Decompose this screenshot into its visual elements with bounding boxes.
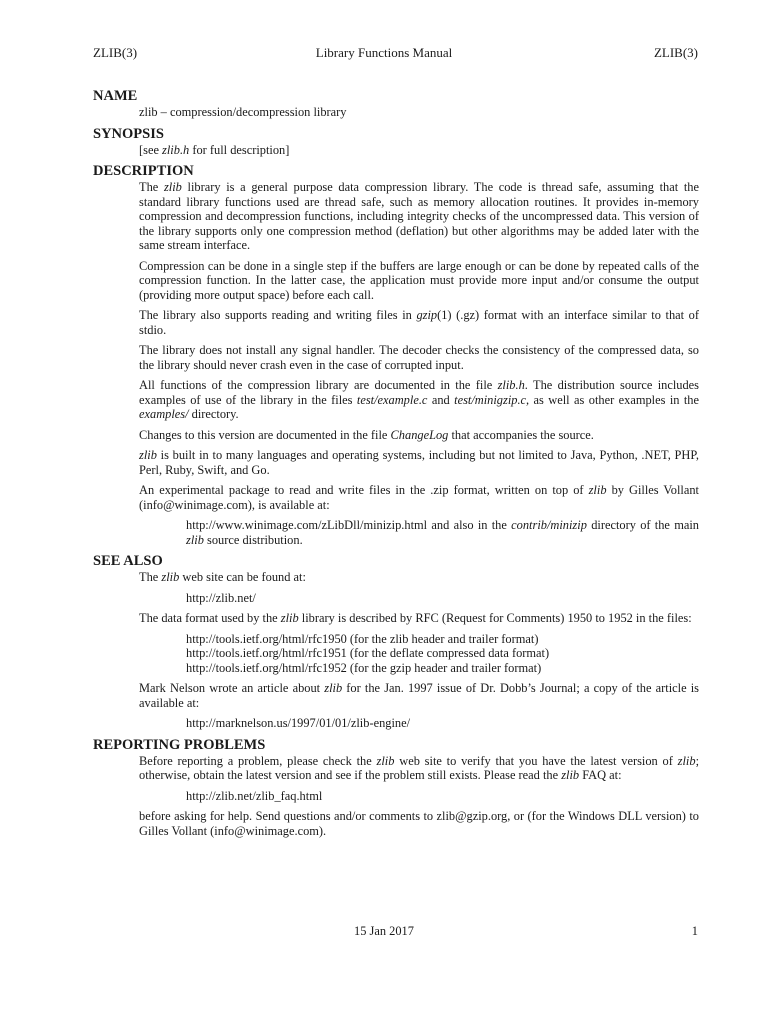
description-section bbox=[139, 180, 699, 547]
name-section bbox=[139, 105, 699, 120]
rfc1952-url: http://tools.ietf.org/html/rfc1952 (for the gzip header and trailer format) bbox=[186, 660, 542, 675]
minizip-location: http://www.winimage.com/zLibDll/minizip.html and also in the contrib/minizip directory of the main zlib source distribution. bbox=[186, 518, 699, 547]
header-left: ZLIB(3) bbox=[93, 45, 138, 60]
description-paragraph-4: The library does not install any signal handler. The decoder checks the consistency of the compressed data, so the library should never crash even in the case of corrupted input. bbox=[139, 343, 699, 372]
description-paragraph-3: The library also supports reading and writing files in gzip(1) (.gz) format with an interface similar to that of stdio. bbox=[139, 308, 699, 337]
rfc1950-url: http://tools.ietf.org/html/rfc1950 (for the zlib header and trailer format) bbox=[186, 631, 539, 646]
manual-page bbox=[93, 88, 699, 844]
description-paragraph-8: An experimental package to read and write files in the .zip format, written on top of zlib by Gilles Vollant (info@winimage.com), is available at: bbox=[139, 483, 699, 512]
description-heading: DESCRIPTION bbox=[93, 163, 194, 179]
synopsis-heading: SYNOPSIS bbox=[93, 125, 164, 142]
synopsis-text: [see zlib.h for full description] bbox=[139, 142, 290, 157]
name-text: zlib – compression/decompression library bbox=[139, 105, 347, 119]
description-paragraph-5: All functions of the compression library are documented in the file zlib.h. The distribution source includes examples of use of the library in the files test/example.c and test/minigzip.c, as well as other examples in the examples/ directory. bbox=[139, 378, 699, 421]
zlib-site-url: http://zlib.net/ bbox=[186, 590, 256, 605]
reporting-problems-heading: REPORTING PROBLEMS bbox=[93, 736, 266, 753]
see-also-heading: SEE ALSO bbox=[93, 553, 163, 569]
see-also-paragraph-2: The data format used by the zlib library is described by RFC (Request for Comments) 1950 to 1952 in the files: bbox=[139, 611, 692, 625]
reporting-paragraph-2: before asking for help. Send questions and/or comments to zlib@gzip.org, or (for the Windows DLL version) to Gilles Vollant (info@winimage.com). bbox=[139, 809, 699, 838]
synopsis-section bbox=[139, 143, 699, 158]
footer-page-number: 1 bbox=[691, 924, 698, 938]
faq-url: http://zlib.net/zlib_faq.html bbox=[186, 788, 323, 803]
name-heading: NAME bbox=[93, 88, 138, 104]
description-paragraph-2: Compression can be done in a single step if the buffers are large enough or can be done by repeated calls of the compression function. In the latter case, the application must provide more input and/or consume the output (providing more output space) before each call. bbox=[139, 258, 699, 302]
reporting-paragraph-1: Before reporting a problem, please check the zlib web site to verify that you have the latest version of zlib; otherwise, obtain the latest version and see if the problem still exists. Please read the zlib FAQ at: bbox=[139, 753, 700, 782]
description-paragraph-7: zlib is built in to many languages and operating systems, including but not limited to Java, Python, .NET, PHP, Perl, Ruby, Swift, and Go. bbox=[139, 448, 699, 477]
header-right: ZLIB(3) bbox=[653, 45, 698, 60]
footer-date: 15 Jan 2017 bbox=[354, 924, 414, 938]
see-also-paragraph-1: The zlib web site can be found at: bbox=[139, 570, 306, 584]
description-paragraph-6: Changes to this version are documented in the file ChangeLog that accompanies the source. bbox=[139, 427, 594, 442]
article-url: http://marknelson.us/1997/01/01/zlib-engine/ bbox=[186, 716, 411, 730]
rfc1951-url: http://tools.ietf.org/html/rfc1951 (for the deflate compressed data format) bbox=[186, 646, 550, 660]
reporting-problems-section bbox=[139, 754, 699, 839]
description-paragraph-1: The zlib library is a general purpose data compression library. The code is thread safe, assuming that the standard library functions used are thread safe, such as memory allocation routines. It provides in-memory compression and decompression functions, including integrity checks of the uncompressed data. This version of the library supports only one compression method (deflation) but other algorithms may be added later with the same stream interface. bbox=[139, 180, 699, 252]
see-also-section bbox=[139, 570, 699, 731]
see-also-paragraph-3: Mark Nelson wrote an article about zlib for the Jan. 1997 issue of Dr. Dobb’s Journal; a copy of the article is available at: bbox=[139, 681, 699, 710]
header-center: Library Functions Manual bbox=[315, 45, 453, 60]
